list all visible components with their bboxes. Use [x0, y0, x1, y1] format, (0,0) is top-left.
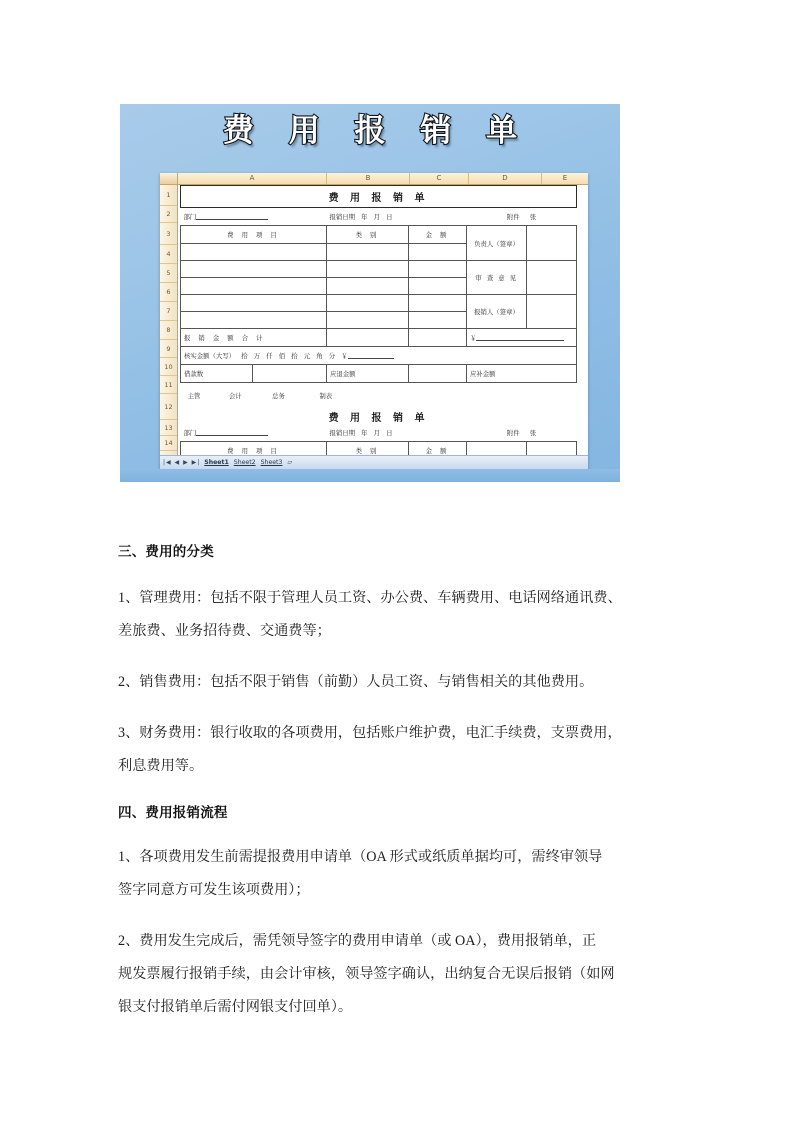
paragraph-line: 1、管理费用：包括不限于管理人员工资、办公费、车辆费用、电话网络通讯费、	[118, 590, 622, 606]
row-header-4[interactable]: 4	[160, 245, 177, 264]
new-sheet-icon[interactable]: ▱	[287, 459, 293, 466]
excel-sheet-tab-bar	[160, 455, 588, 469]
item-cell[interactable]	[181, 261, 327, 278]
excel-sheet-area[interactable]	[178, 185, 588, 455]
category-cell[interactable]	[327, 278, 409, 295]
item-cell[interactable]	[181, 244, 327, 261]
row-header-5[interactable]: 5	[160, 264, 177, 283]
row-header-13[interactable]: 13	[160, 420, 177, 436]
sheet-navigation-buttons-icon[interactable]: |◀ ◀ ▶ ▶|	[163, 459, 201, 466]
digit-bai: 佰	[278, 352, 286, 360]
signoff-general-affairs: 总务	[272, 392, 285, 400]
sheet-tab-strip	[204, 459, 292, 466]
digit-jiao: 角	[316, 352, 323, 360]
row-header-8[interactable]: 8	[160, 321, 177, 340]
row-header-12[interactable]: 12	[160, 394, 177, 420]
item-cell[interactable]	[181, 278, 327, 295]
category-cell[interactable]	[327, 261, 409, 278]
row-header-1[interactable]: 1	[160, 185, 177, 206]
attachment-label: 附件	[506, 213, 520, 221]
category-cell[interactable]	[327, 295, 409, 312]
col-amount-header: 金 额	[409, 226, 467, 244]
amount-cell[interactable]	[409, 261, 467, 278]
table-row	[181, 365, 577, 383]
review-opinion-field[interactable]	[527, 261, 577, 295]
select-all-corner[interactable]	[160, 173, 178, 184]
amount-cell[interactable]	[409, 278, 467, 295]
dept-label-2: 部门	[183, 429, 197, 437]
table-row	[181, 186, 577, 208]
dept-cell[interactable]	[181, 208, 327, 226]
row-header-7[interactable]: 7	[160, 302, 177, 321]
dept-blank-line	[196, 219, 268, 220]
paragraph-process-step-1	[118, 841, 678, 907]
excel-body	[160, 173, 588, 469]
category-cell[interactable]	[327, 244, 409, 261]
digit-shi: 拾	[291, 352, 298, 360]
digit-fen: 分	[328, 352, 336, 360]
table-row	[181, 442, 577, 456]
column-header-e[interactable]: E	[562, 174, 568, 182]
digit-wan: 万	[253, 352, 261, 360]
manager-signature-field[interactable]	[527, 226, 577, 261]
paragraph-line: 银支付报销单后需付网银支付回单）。	[118, 999, 353, 1015]
amount-cell[interactable]	[409, 295, 467, 312]
document-body	[118, 540, 678, 1024]
total-amount-label: 报 销 金 额 合 计	[181, 329, 327, 347]
day-label-2: 日	[386, 429, 393, 437]
table-row	[181, 295, 577, 312]
col-category-header-2: 类 别	[327, 442, 409, 456]
row-header-9[interactable]: 9	[160, 340, 177, 358]
verified-blank-line	[348, 358, 394, 359]
sheet-tab-sheet2[interactable]: Sheet2	[233, 459, 256, 466]
section-heading-3: 三、费用的分类	[118, 544, 214, 560]
table-row	[181, 208, 577, 226]
amount-cell[interactable]	[409, 312, 467, 329]
excel-grid	[160, 185, 588, 455]
table-row	[181, 408, 577, 424]
date-label-2: 报销日期	[329, 429, 356, 437]
category-cell[interactable]	[327, 312, 409, 329]
paragraph-expense-financial	[118, 717, 678, 783]
refund-label: 应退金额	[327, 365, 409, 383]
date-cell[interactable]	[327, 208, 467, 226]
expense-form-table	[180, 185, 577, 455]
currency-symbol: ￥	[470, 334, 477, 342]
dept-cell-2[interactable]	[181, 424, 327, 442]
claimant-signature-field[interactable]	[527, 295, 577, 329]
table-row	[181, 383, 577, 409]
signoff-preparer: 制表	[319, 392, 333, 400]
total-category-cell[interactable]	[327, 329, 409, 347]
attachment-cell-2[interactable]	[467, 424, 577, 442]
date-cell-2[interactable]	[327, 424, 467, 442]
attachment-unit-2: 张	[529, 429, 537, 437]
signoff-supervisor: 主管	[187, 392, 201, 400]
manager-signature-label: 负责人（签章）	[467, 226, 527, 261]
table-row	[181, 329, 577, 347]
paragraph-line: 规发票履行报销手续，由会计审核，领导签字确认，出纳复合无误后报销（如网	[118, 966, 615, 982]
verified-amount-label: 核实金额（大写）	[184, 352, 236, 360]
paragraph-expense-management	[118, 582, 678, 648]
month-label: 月	[373, 213, 381, 221]
item-cell[interactable]	[181, 295, 327, 312]
digit-qian: 仟	[266, 352, 273, 360]
signoff-row	[181, 383, 577, 409]
row-header-6[interactable]: 6	[160, 283, 177, 302]
column-header-d[interactable]: D	[469, 173, 542, 184]
col-item-header: 费 用 项 目	[181, 226, 327, 244]
section-heading-4: 四、费用报销流程	[118, 805, 228, 821]
total-currency-cell[interactable]	[467, 329, 577, 347]
paragraph-line: 2、销售费用：包括不限于销售（前勤）人员工资、与销售相关的其他费用。	[118, 674, 594, 690]
row-header-14[interactable]: 14	[160, 436, 177, 451]
table-row	[181, 261, 577, 278]
expense-form-table-wrapper	[180, 185, 576, 455]
loan-label: 借款数	[181, 365, 253, 383]
dept-label: 部门	[183, 213, 197, 221]
figure-banner-title: 费 用 报 销 单	[222, 113, 530, 149]
col-item-header-2: 费 用 项 目	[181, 442, 327, 456]
table-row	[181, 424, 577, 442]
row-header-3[interactable]: 3	[160, 223, 177, 245]
attachment-cell[interactable]	[467, 208, 577, 226]
refund-value-cell[interactable]	[409, 365, 467, 383]
excel-window	[160, 173, 588, 469]
review-opinion-label: 审 查 意 见	[467, 261, 527, 295]
date-label: 报销日期	[329, 213, 356, 221]
loan-value-cell[interactable]	[253, 365, 327, 383]
year-label: 年	[361, 213, 368, 221]
signoff-accountant: 会计	[228, 392, 242, 400]
dept-blank-line-2	[196, 435, 268, 436]
col-amount-header-2: 金 额	[409, 442, 467, 456]
table-row	[181, 226, 577, 244]
form-title-1: 费 用 报 销 单	[181, 186, 577, 208]
signature-field-2[interactable]	[527, 442, 577, 456]
column-header-b[interactable]: B	[327, 173, 410, 184]
paragraph-line: 1、各项费用发生前需提报费用申请单（OA 形式或纸质单据均可，需终审领导	[118, 849, 603, 865]
supplement-label: 应补金额	[467, 365, 577, 383]
row-header-11[interactable]: 11	[160, 376, 177, 394]
paragraph-expense-sales	[118, 666, 678, 699]
paragraph-line: 签字同意方可发生该项费用）；	[118, 882, 310, 898]
total-blank-line	[476, 340, 564, 341]
sheet-tab-sheet1[interactable]: Sheet1	[204, 459, 229, 466]
paragraph-line: 利息费用等。	[118, 758, 204, 774]
column-header-a[interactable]: A	[178, 173, 327, 184]
verified-amount-row[interactable]	[181, 347, 577, 365]
paragraph-line: 3、财务费用：银行收取的各项费用，包括账户维护费，电汇手续费，支票费用，	[118, 725, 622, 741]
row-header-2[interactable]: 2	[160, 206, 177, 223]
excel-column-header-row	[160, 173, 588, 185]
item-cell[interactable]	[181, 312, 327, 329]
sheet-tab-sheet3[interactable]: Sheet3	[260, 459, 283, 466]
total-amount-cell[interactable]	[409, 329, 467, 347]
digit-yuan: 元	[303, 352, 311, 360]
paragraph-line: 差旅费、业务招待费、交通费等；	[118, 623, 331, 639]
paragraph-line: 2、费用发生完成后，需凭领导签字的费用申请单（或 OA），费用报销单，正	[118, 933, 597, 949]
attachment-unit: 张	[529, 213, 537, 221]
row-header-10[interactable]: 10	[160, 358, 177, 376]
digit-shi-wan: 拾	[241, 352, 248, 360]
column-header-c[interactable]: C	[410, 173, 469, 184]
col-category-header: 类 别	[327, 226, 409, 244]
year-label-2: 年	[361, 429, 368, 437]
amount-cell[interactable]	[409, 244, 467, 261]
paragraph-process-step-2	[118, 925, 678, 1024]
table-row	[181, 347, 577, 365]
expense-form-screenshot-figure	[120, 104, 620, 482]
day-label: 日	[386, 213, 393, 221]
form-title-2: 费 用 报 销 单	[328, 412, 429, 424]
signature-cell-2[interactable]	[467, 442, 527, 456]
verified-currency-symbol: ￥	[341, 352, 348, 360]
month-label-2: 月	[373, 429, 381, 437]
figure-bottom-band	[120, 469, 620, 482]
attachment-label-2: 附件	[506, 429, 520, 437]
claimant-signature-label: 报销人（签章）	[467, 295, 527, 329]
excel-row-header-column	[160, 185, 178, 455]
